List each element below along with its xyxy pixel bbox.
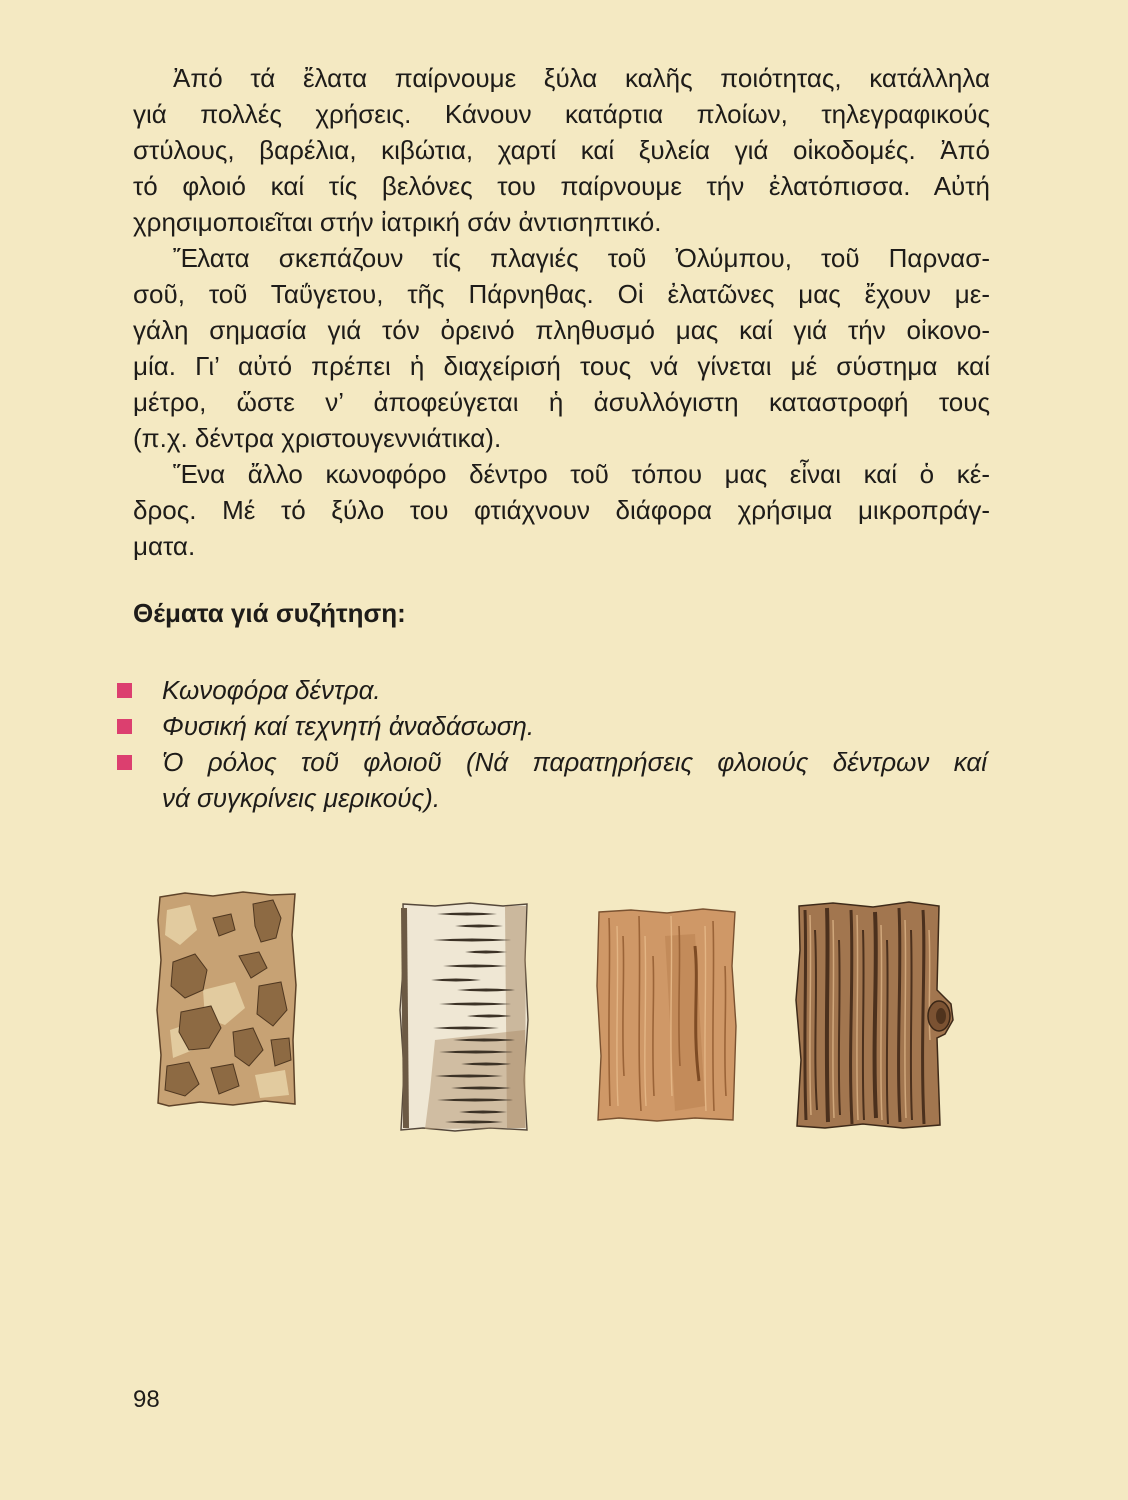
text-line: ματα. — [133, 531, 196, 561]
bark-streak — [905, 920, 906, 1118]
bark-knot-center — [936, 1008, 946, 1024]
page-number: 98 — [133, 1386, 160, 1413]
bark-streak — [887, 940, 888, 1124]
discussion-list — [117, 672, 987, 816]
bark-streak — [863, 930, 864, 1120]
bark-streak — [810, 915, 811, 1115]
discussion-item-text: νά συγκρίνεις μερικούς). — [162, 783, 441, 813]
bark-streak — [911, 930, 912, 1120]
bark-streak — [881, 925, 882, 1120]
discussion-item-text: Φυσική καί τεχνητή ἀναδάσωση. — [162, 711, 535, 741]
square-bullet-icon — [117, 719, 132, 734]
bark-streak — [653, 956, 654, 1096]
bark-streak — [713, 921, 714, 1111]
text-line: γιά πολλές χρήσεις. Κάνουν κατάρτια πλοίων, τηλεγραφικούς — [133, 99, 990, 129]
text-line: (π.χ. δέντρα χριστουγεννιάτικα). — [133, 423, 502, 453]
bark-streak — [725, 966, 726, 1096]
text-line: γάλη σημασία γιά τόν ὀρεινό πληθυσμό μας καί γιά τήν οἰκονο- — [133, 315, 990, 345]
body-text — [133, 60, 990, 564]
text-line: Ἀπό τά ἔλατα παίρνουμε ξύλα καλῆς ποιότητας, κατάλληλα — [173, 63, 990, 93]
text-line: σοῦ, τοῦ Ταΰγετου, τῆς Πάρνηθας. Οἱ ἐλατῶνες μας ἔχουν με- — [133, 279, 990, 309]
paragraph-1 — [133, 60, 990, 240]
square-bullet-icon — [117, 755, 132, 770]
bark-streak — [833, 920, 834, 1118]
text-line: μία. Γι’ αὐτό πρέπει ἡ διαχείρισή τους νά γίνεται μέ σύστημα καί — [133, 351, 990, 381]
bark-illustration-3 — [595, 906, 739, 1124]
bark-illustration-1 — [155, 890, 301, 1110]
paragraph-3 — [133, 456, 990, 564]
bark-streak — [839, 940, 840, 1115]
bark-streak — [875, 912, 876, 1118]
text-line: τό φλοιό καί τίς βελόνες του παίρνουμε τήν ἐλατόπισσα. Αὐτή — [133, 171, 990, 201]
discussion-heading: Θέματα γιά συζήτηση: — [133, 598, 406, 628]
discussion-item — [117, 744, 987, 816]
text-line: Ἕνα ἄλλο κωνοφόρο δέντρο τοῦ τόπου μας εἶναι καί ὁ κέ- — [173, 459, 990, 489]
discussion-item — [117, 708, 987, 744]
bark-illustration-4 — [793, 900, 959, 1130]
bark-streak — [923, 910, 924, 1124]
bark-streak — [857, 915, 858, 1120]
text-line: στύλους, βαρέλια, κιβώτια, χαρτί καί ξυλεία γιά οἰκοδομές. Ἀπό — [133, 135, 990, 165]
discussion-item — [117, 672, 987, 708]
bark-streak — [679, 926, 680, 1066]
bark-illustration-2 — [395, 900, 531, 1134]
text-line: Ἔλατα σκεπάζουν τίς πλαγιές τοῦ Ὀλύμπου, τοῦ Παρνασ- — [173, 243, 990, 273]
bark-streak — [851, 910, 852, 1124]
bark-streak — [899, 908, 900, 1122]
bark-streak — [827, 908, 828, 1122]
discussion-item-text: Ὁ ρόλος τοῦ φλοιοῦ (Νά παρατηρήσεις φλοιούς δέντρων καί — [162, 747, 987, 777]
bark-shading — [505, 906, 526, 1128]
bark-streak — [623, 936, 624, 1076]
discussion-item-text: Κωνοφόρα δέντρα. — [162, 675, 381, 705]
text-line: χρησιμοποιεῖται στήν ἰατρική σάν ἀντισηπτικό. — [133, 207, 662, 237]
bark-streak — [805, 910, 806, 1120]
paragraph-2 — [133, 240, 990, 456]
square-bullet-icon — [117, 683, 132, 698]
text-line: μέτρο, ὥστε ν’ ἀποφεύγεται ἡ ἀσυλλόγιστη καταστροφή τους — [133, 387, 990, 417]
text-line: δρος. Μέ τό ξύλο του φτιάχνουν διάφορα χρήσιμα μικροπράγ- — [133, 495, 990, 525]
bark-patch — [255, 1070, 289, 1098]
bark-streak — [705, 926, 706, 1111]
bark-streak — [617, 926, 618, 1106]
